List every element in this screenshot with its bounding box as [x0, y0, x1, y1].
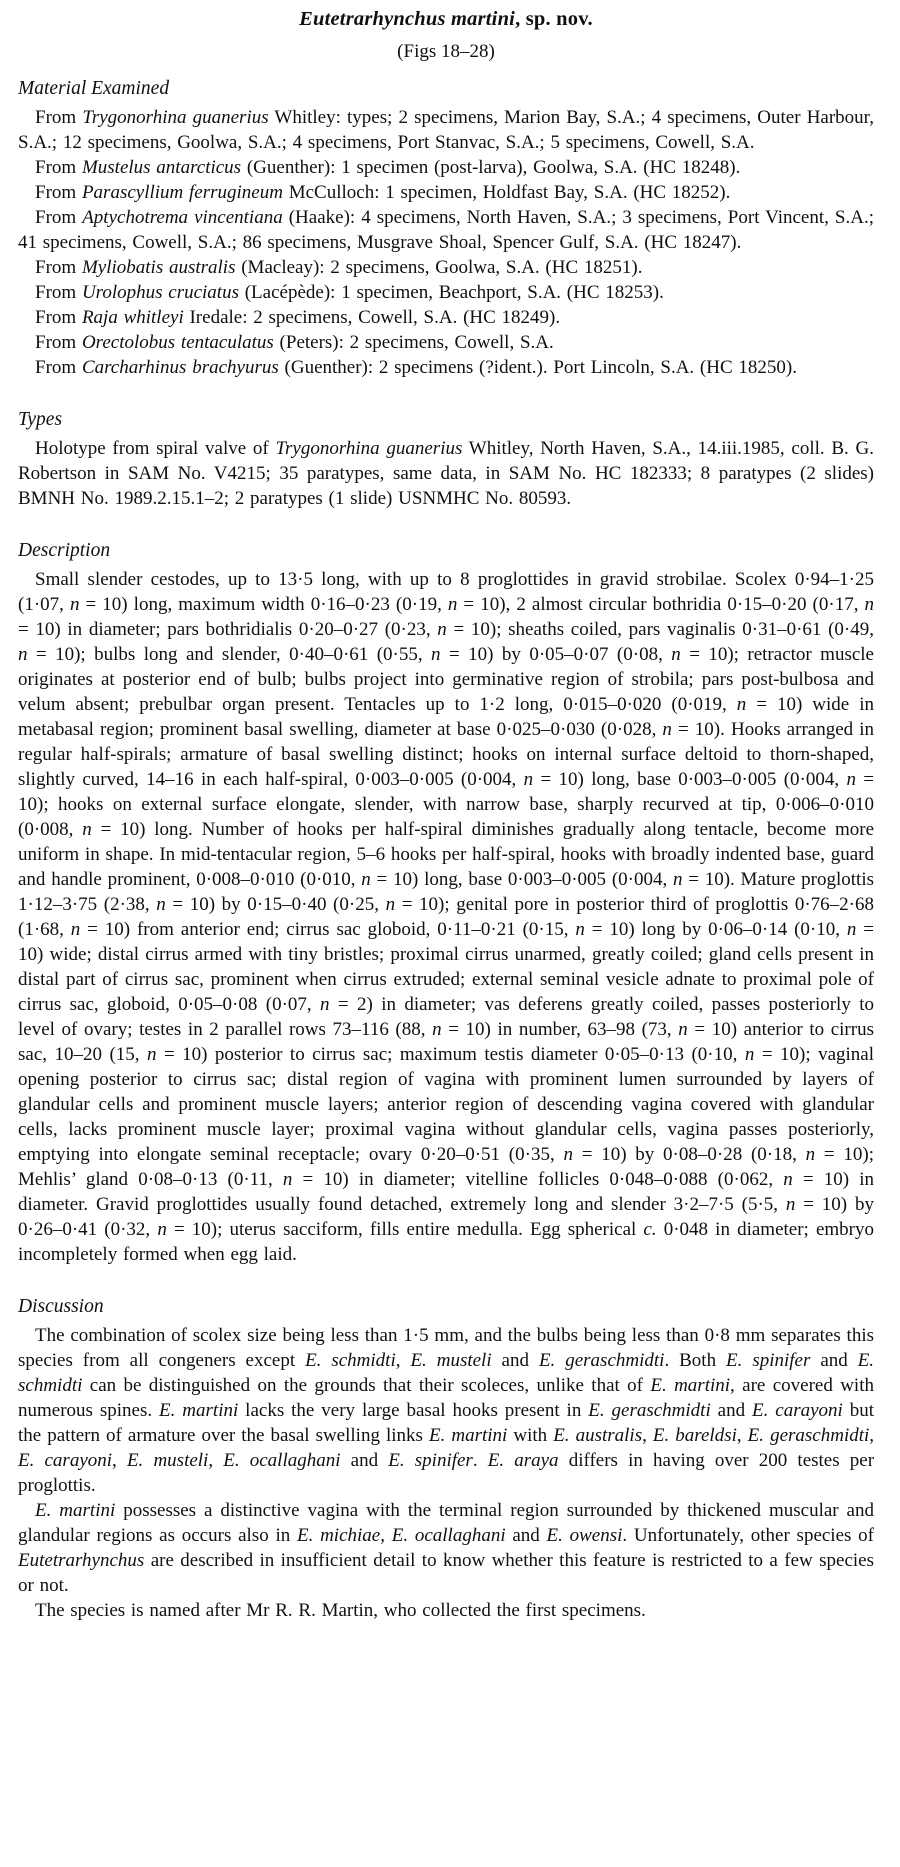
body-paragraph: From Raja whitleyi Iredale: 2 specimens, Cowell, S.A. (HC 18249). [35, 307, 561, 328]
body-paragraph: From Trygonorhina guanerius Whitley: types; 2 specimens, Marion Bay, S.A.; 4 specimens, Outer Harbour, S.A.; 12 specimens, Goolwa, S.A.; 4 specimens, Port Stanvac, S.A.; 5 specimens, Cowell, S.A. [18, 107, 874, 153]
section-heading-material-examined: Material Examined [18, 78, 170, 99]
body-paragraph: From Parascyllium ferrugineum McCulloch: 1 specimen, Holdfast Bay, S.A. (HC 18252). [35, 182, 731, 203]
body-paragraph: From Urolophus cruciatus (Lacépède): 1 specimen, Beachport, S.A. (HC 18253). [35, 282, 664, 303]
body-paragraph: From Orectolobus tentaculatus (Peters): 2 specimens, Cowell, S.A. [35, 332, 554, 353]
section-heading-discussion: Discussion [18, 1296, 104, 1317]
body-paragraph: The species is named after Mr R. R. Martin, who collected the first specimens. [35, 1600, 646, 1621]
page-title: Eutetrarhynchus martini, sp. nov. [299, 8, 593, 30]
body-paragraph: The combination of scolex size being less than 1·5 mm, and the bulbs being less than 0·8 mm separates this species from all congeners except E. schmidti, E. musteli and E. geraschmidti. Both E. spinifer and E. schmidti can be distinguished on the grounds that their scoleces, unlike that of E. martini, are covered with numerous spines. E. martini lacks the very large basal hooks present in E. geraschmidti and E. carayoni but the pattern of armature over the basal swelling links E. martini with E. australis, E. bareldsi, E. geraschmidti, E. carayoni, E. musteli, E. ocallaghani and E. spinifer. E. araya differs in having over 200 testes per proglottis. [18, 1325, 875, 1496]
section-types [18, 407, 874, 511]
body-paragraph: From Carcharhinus brachyurus (Guenther): 2 specimens (?ident.). Port Lincoln, S.A. (HC 18250). [35, 357, 797, 378]
section-material-examined [18, 76, 874, 380]
figures-reference: (Figs 18–28) [397, 41, 495, 62]
section-heading-description: Description [18, 540, 111, 561]
body-paragraph: E. martini possesses a distinctive vagina with the terminal region surrounded by thickened muscular and glandular regions as occurs also in E. michiae, E. ocallaghani and E. owensi. Unfortunately, other species of Eutetrarhynchus are described in insufficient detail to know whether this feature is restricted to a few species or not. [18, 1500, 874, 1596]
body-paragraph: From Aptychotrema vincentiana (Haake): 4 specimens, North Haven, S.A.; 3 specimens, Port Vincent, S.A.; 41 specimens, Cowell, S.A.; 86 specimens, Musgrave Shoal, Spencer Gulf, S.A. (HC 18247). [18, 207, 874, 253]
body-paragraph: Small slender cestodes, up to 13·5 long, with up to 8 proglottides in gravid strobilae. Scolex 0·94–1·25 (1·07, n = 10) long, maximum width 0·16–0·23 (0·19, n = 10), 2 almost circular bothridia 0·15–0·20 (0·17, n = 10) in diameter; pars bothridialis 0·20–0·27 (0·23, n = 10); sheaths coiled, pars vaginalis 0·31–0·61 (0·49, n = 10); bulbs long and slender, 0·40–0·61 (0·55, n = 10) by 0·05–0·07 (0·08, n = 10); retractor muscle originates at posterior end of bulb; bulbs project into germinative region of strobila; pars post-bulbosa and velum absent; prebulbar organ present. Tentacles up to 1·2 long, 0·015–0·020 (0·019, n = 10) wide in metabasal region; prominent basal swelling, diameter at base 0·025–0·030 (0·028, n = 10). Hooks arranged in regular half-spirals; armature of basal swelling distinct; hooks on internal surface deltoid to thorn-shaped, slightly curved, 14–16 in each half-spiral, 0·003–0·005 (0·004, n = 10) long, base 0·003–0·005 (0·004, n = 10); hooks on external surface elongate, slender, with narrow base, sharply recurved at tip, 0·006–0·010 (0·008, n = 10) long. Number of hooks per half-spiral diminishes gradually along tentacle, become more uniform in shape. In mid-tentacular region, 5–6 hooks per half-spiral, hooks with broadly indented base, guard and handle prominent, 0·008–0·010 (0·010, n = 10) long, base 0·003–0·005 (0·004, n = 10). Mature proglottis 1·12–3·75 (2·38, n = 10) by 0·15–0·40 (0·25, n = 10); genital pore in posterior third of proglottis 0·76–2·68 (1·68, n = 10) from anterior end; cirrus sac globoid, 0·11–0·21 (0·15, n = 10) long by 0·06–0·14 (0·10, n = 10) wide; distal cirrus armed with tiny bristles; proximal cirrus unarmed, greatly coiled; gland cells present in distal part of cirrus sac, prominent when cirrus extruded; external seminal vesicle adnate to proximal pole of cirrus sac, globoid, 0·05–0·08 (0·07, n = 2) in diameter; vas deferens greatly coiled, passes posteriorly to level of ovary; testes in 2 parallel rows 73–116 (88, n = 10) in number, 63–98 (73, n = 10) anterior to cirrus sac, 10–20 (15, n = 10) posterior to cirrus sac; maximum testis diameter 0·05–0·13 (0·10, n = 10); vaginal opening posterior to cirrus sac; distal region of vagina with prominent lumen surrounded by layers of glandular cells and prominent muscle layers; anterior region of descending vagina covered with glandular cells, lacks prominent muscle layer; proximal vagina without glandular cells, vagina passes posteriorly, emptying into elongate seminal receptacle; ovary 0·20–0·51 (0·35, n = 10) by 0·08–0·28 (0·18, n = 10); Mehlis’ gland 0·08–0·13 (0·11, n = 10) in diameter; vitelline follicles 0·048–0·088 (0·062, n = 10) in diameter. Gravid proglottides usually found detached, extremely long and slender 3·2–7·5 (5·5, n = 10) by 0·26–0·41 (0·32, n = 10); uterus sacciform, fills entire medulla. Egg spherical c. 0·048 in diameter; embryo incompletely formed when egg laid. [18, 569, 875, 1265]
section-heading-types: Types [18, 409, 63, 430]
body-paragraph: From Myliobatis australis (Macleay): 2 specimens, Goolwa, S.A. (HC 18251). [35, 257, 643, 278]
section-discussion [18, 1294, 874, 1623]
body-paragraph: Holotype from spiral valve of Trygonorhina guanerius Whitley, North Haven, S.A., 14.iii.1985, coll. B. G. Robertson in SAM No. V4215; 35 paratypes, same data, in SAM No. HC 182333; 8 paratypes (2 slides) BMNH No. 1989.2.15.1–2; 2 paratypes (1 slide) USNMHC No. 80593. [18, 438, 874, 509]
section-description [18, 538, 874, 1267]
body-paragraph: From Mustelus antarcticus (Guenther): 1 specimen (post-larva), Goolwa, S.A. (HC 18248). [35, 157, 741, 178]
